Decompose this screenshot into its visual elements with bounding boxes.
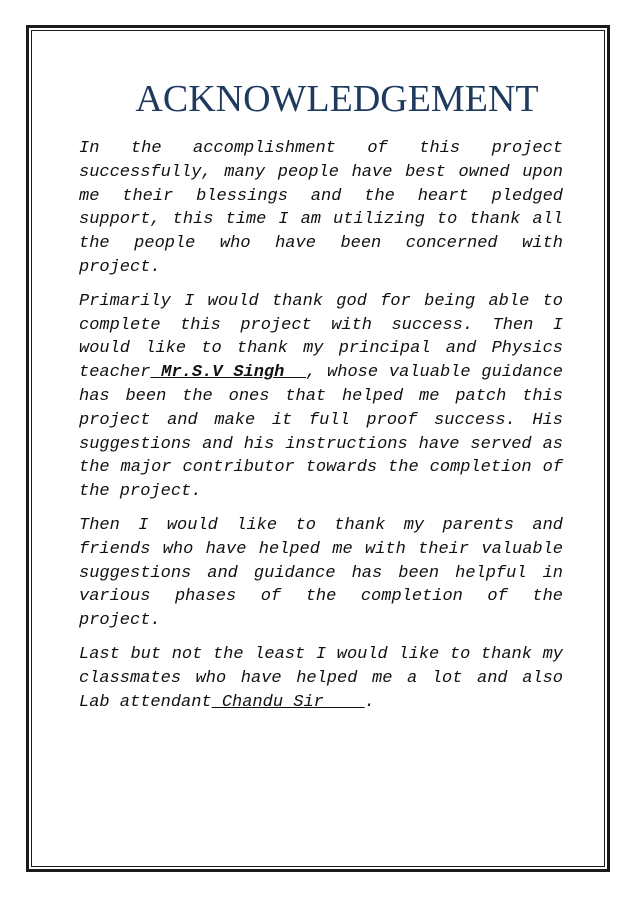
acknowledgement-body	[79, 137, 563, 724]
paragraph-classmates-text-start: Last but not the least I would like to thank my classmates who have helped me a lot and also Lab attendant	[79, 644, 563, 712]
lab-attendant-name: Chandu Sir	[211, 692, 365, 712]
teacher-name: Mr.S.V Singh	[150, 363, 307, 383]
paragraph-teacher	[79, 290, 563, 504]
paragraph-parents: Then I would like to thank my parents and friends who have helped me with their valuable suggestions and guidance has been helpful in various phases of the completion of the project.	[79, 515, 563, 631]
paragraph-teacher-text-start: Primarily I would thank god for being able to complete this project with success. Then I would like to thank my principal and Physics teacher	[79, 291, 563, 383]
paragraph-intro: In the accomplishment of this project successfully, many people have best owned upon me their blessings and the heart pledged support, this time I am utilizing to thank all the people who have been concerned with project.	[79, 139, 563, 277]
paragraph-classmates	[79, 643, 563, 714]
paragraph-classmates-text-end: .	[364, 692, 375, 712]
page-title: ACKNOWLEDGEMENT	[135, 78, 539, 120]
paragraph-teacher-text-end: , whose valuable guidance has been the ones that helped me patch this project and make it full proof success. His suggestions and his instructions have served as the major contributor towards the completion of the project.	[79, 363, 564, 502]
